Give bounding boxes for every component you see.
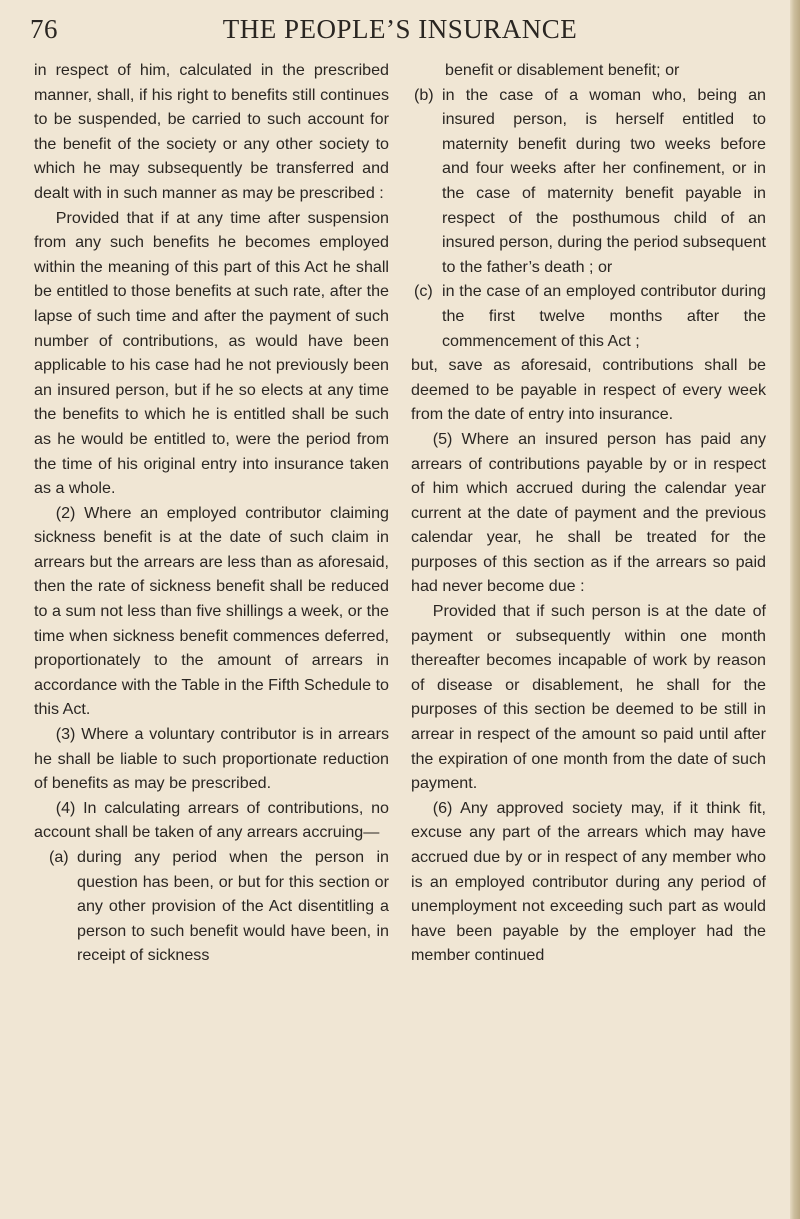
list-item-b-mark: (b)	[414, 85, 434, 104]
paragraph-subsection-4: (4) In calculating arrears of contributions, no account shall be taken of any arrears accruing—	[34, 798, 389, 842]
page-header	[30, 14, 770, 48]
list-item-b	[411, 83, 766, 280]
list-item-a-continuation: benefit or disablement benefit; or	[445, 61, 680, 79]
paragraph-proviso: Provided that if at any time after suspension from any such benefits he becomes employed within the meaning of this part of this Act he shall be entitled to those benefits at such rate, after the lapse of such time and after the payment of such number of contributions, as would have been applicable to his case had he not previously been an insured person, but if he so elects at any time the benefits to which he is entitled shall be such as he would be entitled to, were the period from the time of his original entry into insurance taken as a whole.	[34, 208, 389, 498]
paragraph-but: but, save as aforesaid, contributions shall be deemed to be payable in respect of every week from the date of entry into insurance.	[411, 356, 766, 424]
paragraph-subsection-3: (3) Where a voluntary contributor is in arrears he shall be liable to such proportionate reduction of benefits as may be prescribed.	[34, 725, 389, 793]
left-column	[34, 58, 389, 968]
paragraph-opening: in respect of him, calculated in the prescribed manner, shall, if his right to benefits still continues to be suspended, be carried to such account for the benefit of the society or any other society to which he may subsequently be transferred and dealt with in such manner as may be prescribed :	[34, 61, 389, 202]
running-title: THE PEOPLE’S INSURANCE	[222, 14, 578, 44]
right-column	[411, 58, 766, 968]
page-edge-shadow	[790, 0, 800, 1219]
list-item-a	[34, 845, 389, 968]
paragraph-subsection-6: (6) Any approved society may, if it think fit, excuse any part of the arrears which may have accrued due by or in respect of any member who is an employed contributor during any period of unemployment not exceeding such part as would have been payable by the employer had the member continued	[411, 798, 766, 965]
list-item-a-text: during any period when the person in question has been, or but for this section or any other provision of the Act disentitling a person to such benefit would have been, in receipt of sickness	[77, 848, 389, 965]
list-item-b-text: in the case of a woman who, being an insured person, is herself entitled to maternity benefit during two weeks before and four weeks after her confinement, or in the case of maternity benefit payable in respect of the posthumous child of an insured person, during the period subsequent to the father’s death ; or	[442, 85, 766, 276]
paragraph-subsection-5: (5) Where an insured person has paid any arrears of contributions payable by or in respect of him which accrued during the calendar year current at the date of payment and the previous calendar year, he shall be treated for the purposes of this section as if the arrears so paid had never become due :	[411, 429, 766, 596]
list-item-c-mark: (c)	[414, 282, 433, 301]
paragraph-subsection-2: (2) Where an employed contributor claiming sickness benefit is at the date of such claim in arrears but the arrears are less than as aforesaid, then the rate of sickness benefit shall be reduced to a sum not less than five shillings a week, or the time when sickness benefit commences deferred, proportionately to the amount of arrears in accordance with the Table in the Fifth Schedule to this Act.	[34, 503, 389, 719]
list-item-a-mark: (a)	[49, 848, 69, 866]
list-item-c-text: in the case of an employed contributor during the first twelve months after the commencement of this Act ;	[442, 282, 766, 350]
list-item-c	[411, 279, 766, 353]
paragraph-proviso-2: Provided that if such person is at the date of payment or subsequently within one month thereafter becomes incapable of work by reason of disease or disablement, he shall for the purposes of this section be deemed to be still in arrear in respect of the amount so paid until after the expiration of one month from the date of such payment.	[411, 602, 766, 793]
page-number: 76	[30, 14, 58, 44]
